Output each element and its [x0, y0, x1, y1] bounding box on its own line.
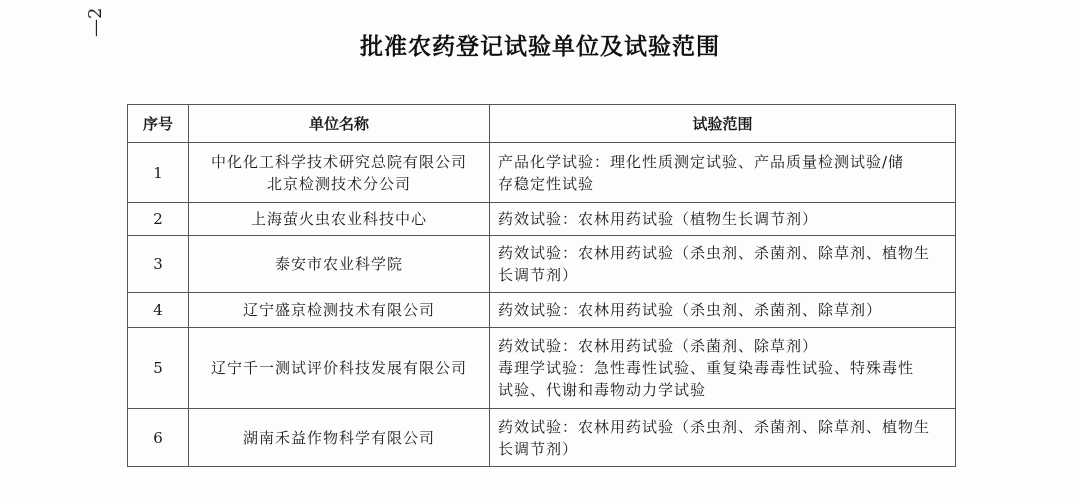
row-test-scope: [490, 293, 956, 328]
unit-name-line: 上海萤火虫农业科技中心: [250, 210, 427, 228]
scope-line: 药效试验：农林用药试验（杀虫剂、杀菌剂、除草剂、植物生: [498, 244, 931, 262]
row-test-scope: [490, 409, 956, 467]
row-serial-number: 2: [128, 203, 189, 236]
row-test-scope: [490, 143, 956, 203]
unit-name-line: 辽宁千一测试评价科技发展有限公司: [210, 359, 467, 377]
row-unit-name: [189, 328, 490, 409]
row-serial-number: 5: [128, 328, 189, 409]
table-row: [128, 236, 956, 293]
row-unit-name: [189, 203, 490, 236]
unit-name-line: 辽宁盛京检测技术有限公司: [242, 301, 435, 319]
unit-name-line: 湖南禾益作物科学有限公司: [242, 428, 435, 447]
scope-line: 试验、代谢和毒物动力学试验: [498, 381, 707, 399]
table-row: [128, 293, 956, 328]
scope-line: 存稳定性试验: [498, 174, 595, 193]
scope-line: 药效试验：农林用药试验（杀菌剂、除草剂）: [498, 337, 819, 355]
unit-name-line: 泰安市农业科学院: [274, 255, 403, 273]
header-unit-name: 单位名称: [189, 105, 490, 143]
row-serial-number: 6: [128, 409, 189, 467]
scope-line: 长调节剂）: [498, 439, 579, 458]
table-row: [128, 143, 956, 203]
scope-line: 毒理学试验：急性毒性试验、重复染毒毒性试验、特殊毒性: [498, 359, 915, 377]
row-test-scope: [490, 203, 956, 236]
row-serial-number: 4: [128, 293, 189, 328]
scope-line: 长调节剂）: [498, 266, 579, 284]
table-row: [128, 203, 956, 236]
row-serial-number: 3: [128, 236, 189, 293]
page-number-value: 2: [85, 7, 106, 19]
row-unit-name: [189, 143, 490, 203]
page-number-dash: —: [85, 18, 106, 37]
scope-line: 药效试验：农林用药试验（植物生长调节剂）: [498, 210, 819, 228]
row-unit-name: [189, 236, 490, 293]
document-title: 批准农药登记试验单位及试验范围: [360, 34, 720, 60]
unit-name-line: 北京检测技术分公司: [266, 174, 411, 193]
row-unit-name: [189, 409, 490, 467]
approval-table: [127, 104, 956, 467]
scope-line: 产品化学试验：理化性质测定试验、产品质量检测试验/储: [498, 152, 905, 171]
row-test-scope: [490, 328, 956, 409]
row-serial-number: 1: [128, 143, 189, 203]
scope-line: 药效试验：农林用药试验（杀虫剂、杀菌剂、除草剂）: [498, 301, 883, 319]
table-row: [128, 409, 956, 467]
table-row: [128, 328, 956, 409]
table-header-row: [128, 105, 956, 143]
unit-name-line: 中化化工科学技术研究总院有限公司: [210, 152, 467, 171]
row-unit-name: [189, 293, 490, 328]
header-test-scope: 试验范围: [490, 105, 956, 143]
header-serial-number: 序号: [128, 105, 189, 143]
row-test-scope: [490, 236, 956, 293]
scope-line: 药效试验：农林用药试验（杀虫剂、杀菌剂、除草剂、植物生: [498, 417, 931, 436]
